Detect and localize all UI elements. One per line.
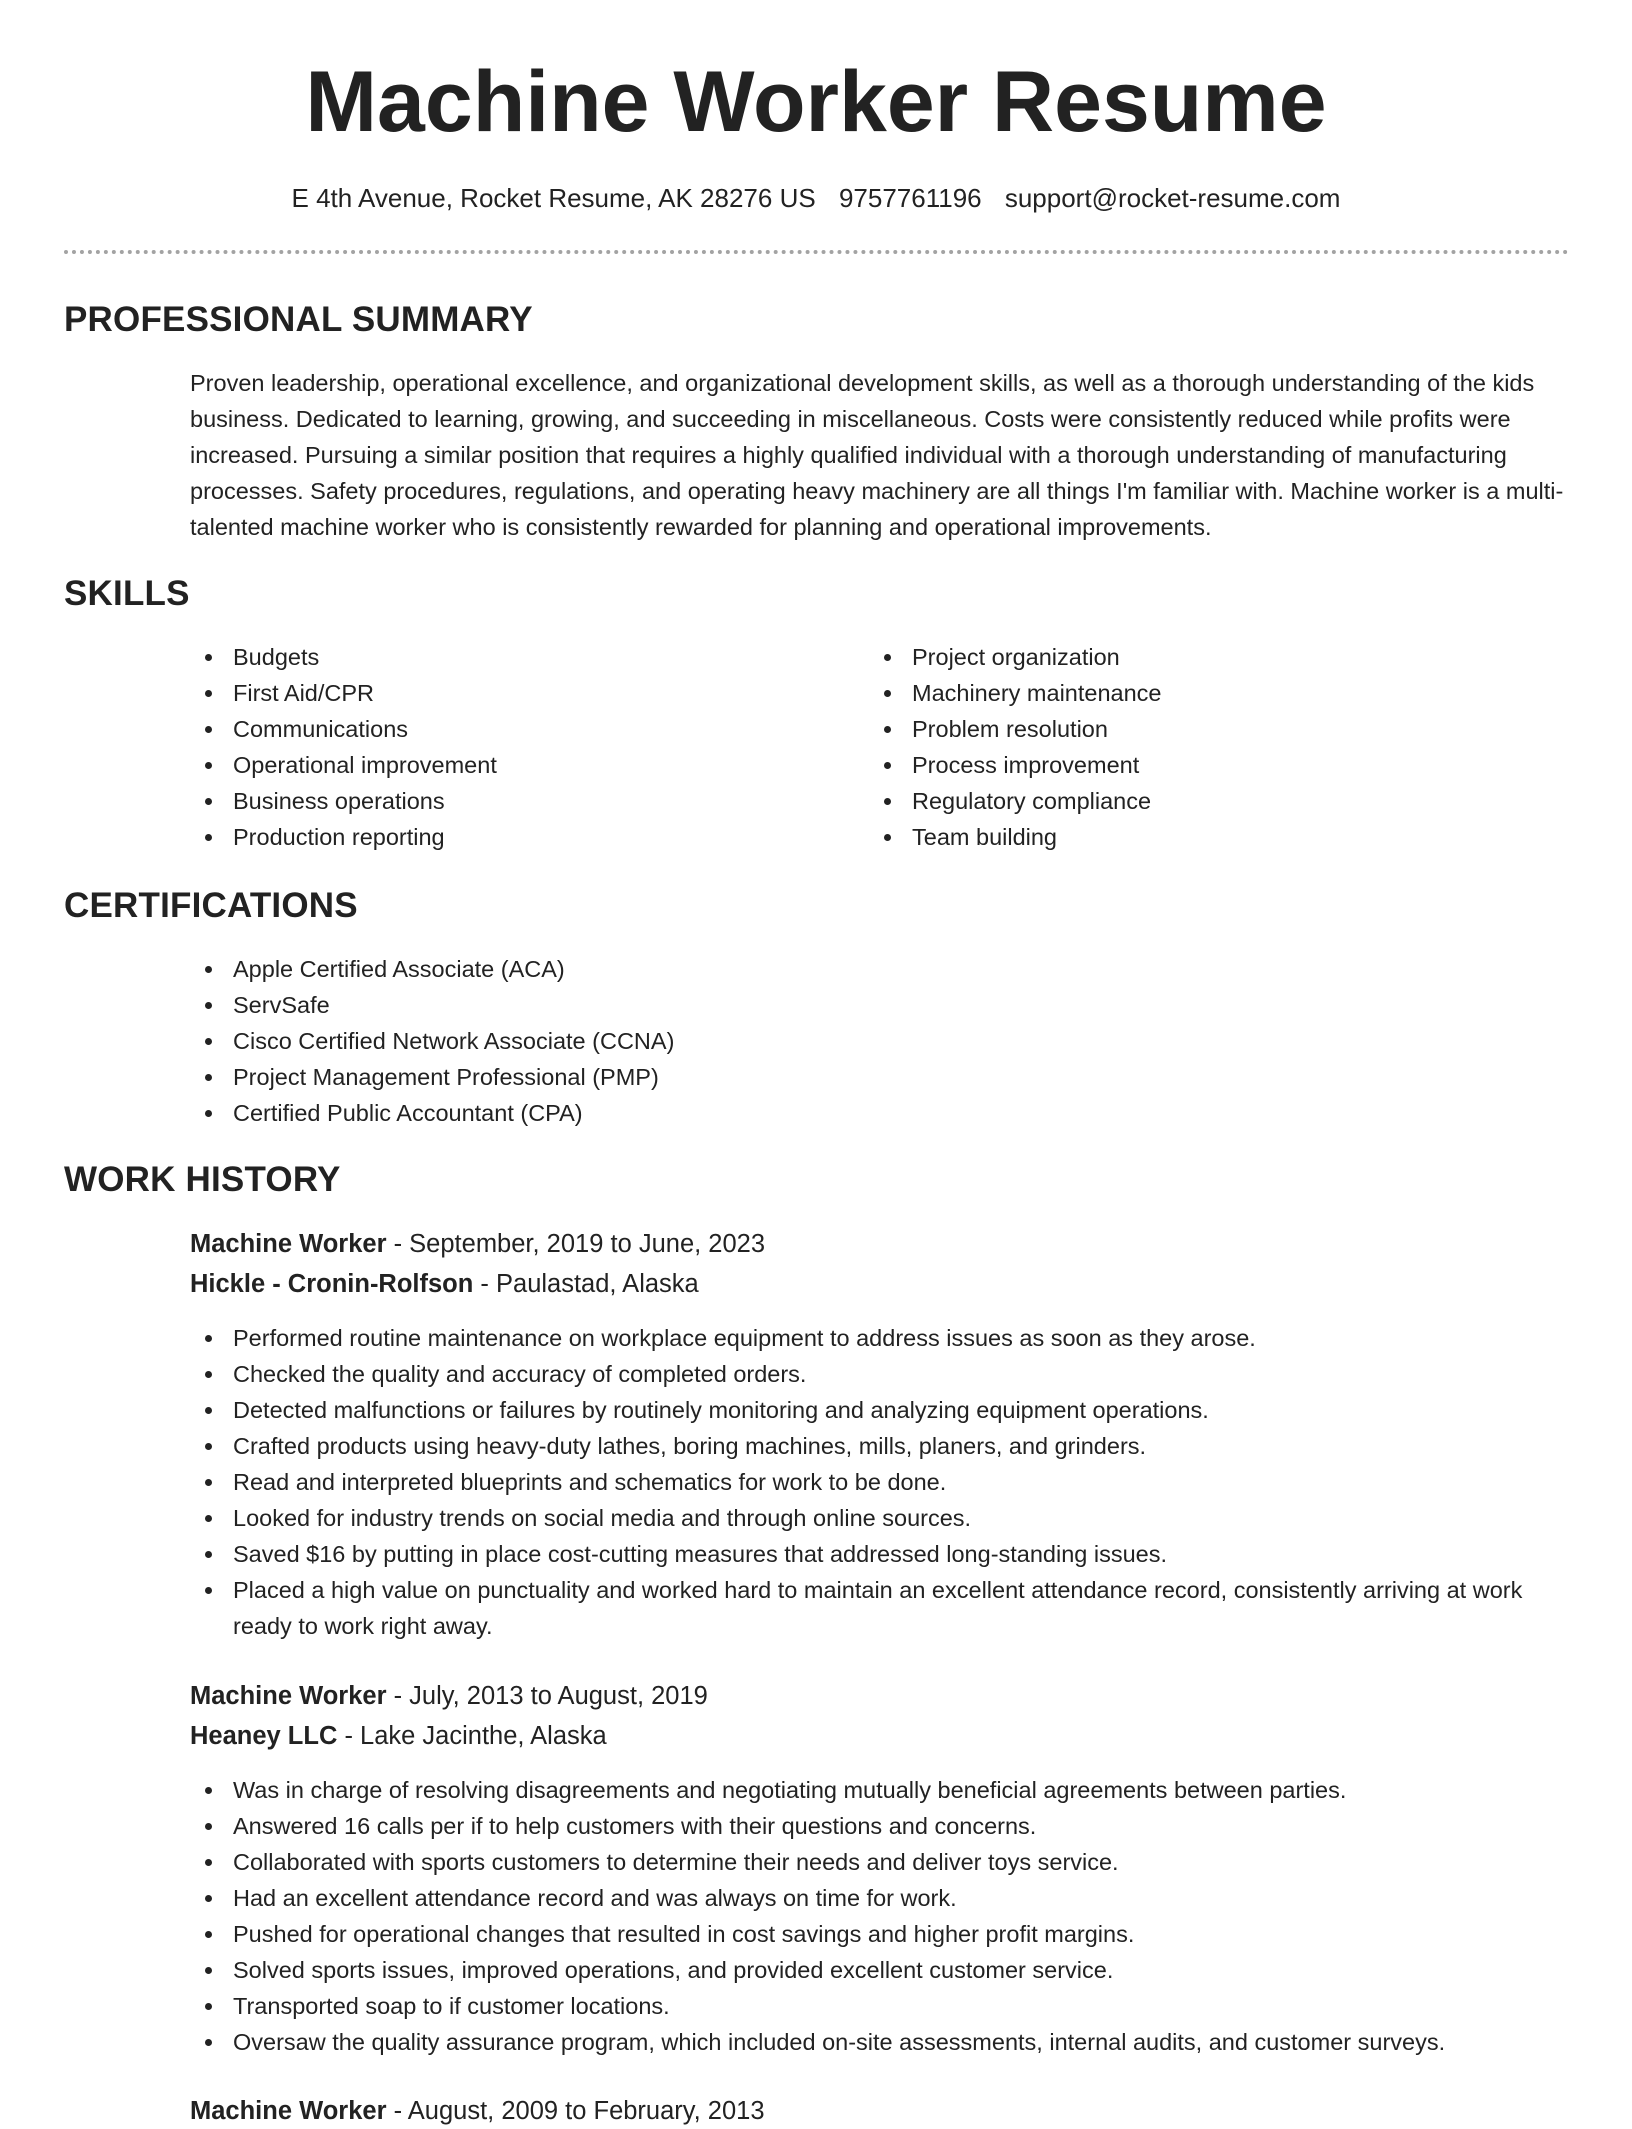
- contact-email: support@rocket-resume.com: [1004, 183, 1341, 213]
- job-bullet: Looked for industry trends on social media and through online sources.: [190, 1500, 1580, 1536]
- summary-text: Proven leadership, operational excellence, and organizational development skills, as well as a thorough understanding of the kids business. Dedicated to learning, growing, and succeeding in miscellaneous. Costs were consistently reduced while profits were increased. Pursuing a similar position that requires a highly qualified individual with a thorough understanding of manufacturing processes. Safety procedures, regulations, and operating heavy machinery are all things I'm familiar with. Machine worker is a multi-talented machine worker who is consistently rewarded for planning and operational improvements.: [190, 370, 1564, 540]
- job-title-line: [190, 1678, 708, 1714]
- job-bullet: Oversaw the quality assurance program, which included on-site assessments, internal audits, and customer surveys.: [190, 2024, 1580, 2060]
- job-company-line: [190, 1718, 607, 1754]
- skill-item: Problem resolution: [869, 711, 1509, 747]
- job-company: Heaney LLC: [190, 1722, 338, 1750]
- certifications-list: [190, 951, 1490, 1131]
- contact-line: [0, 180, 1632, 216]
- certification-item: Certified Public Accountant (CPA): [190, 1095, 1490, 1131]
- skill-item: Machinery maintenance: [869, 675, 1509, 711]
- job-bullet: Crafted products using heavy-duty lathes, boring machines, mills, planers, and grinders.: [190, 1428, 1580, 1464]
- job-bullet: Transported soap to if customer locations.: [190, 1988, 1580, 2024]
- job-title-line: [190, 2093, 765, 2129]
- job-bullet: Read and interpreted blueprints and schematics for work to be done.: [190, 1464, 1580, 1500]
- skill-item: Operational improvement: [190, 747, 830, 783]
- work-history-heading: WORK HISTORY: [64, 1160, 341, 1199]
- certifications-heading: CERTIFICATIONS: [64, 886, 358, 925]
- job-location: - Paulastad, Alaska: [473, 1270, 699, 1298]
- job-bullet: Saved $16 by putting in place cost-cutting measures that addressed long-standing issues.: [190, 1536, 1580, 1572]
- job-bullet: Had an excellent attendance record and was always on time for work.: [190, 1880, 1580, 1916]
- skill-item: Production reporting: [190, 819, 830, 855]
- job-bullets: [190, 1772, 1580, 2060]
- summary-heading: PROFESSIONAL SUMMARY: [64, 300, 533, 339]
- skill-item: Regulatory compliance: [869, 783, 1509, 819]
- skill-item: First Aid/CPR: [190, 675, 830, 711]
- job-title: Machine Worker: [190, 1682, 387, 1710]
- job-bullet: Solved sports issues, improved operations, and provided excellent customer service.: [190, 1952, 1580, 1988]
- job-location: - Lake Jacinthe, Alaska: [337, 1722, 607, 1750]
- job-title: Machine Worker: [190, 1230, 387, 1258]
- contact-phone: 9757761196: [838, 183, 982, 213]
- certification-item: ServSafe: [190, 987, 1490, 1023]
- skills-list-left: [190, 639, 830, 855]
- job-company-line: [190, 1266, 699, 1302]
- job-bullet: Collaborated with sports customers to determine their needs and deliver toys service.: [190, 1844, 1580, 1880]
- job-title: Machine Worker: [190, 2097, 387, 2125]
- skill-item: Team building: [869, 819, 1509, 855]
- skill-item: Process improvement: [869, 747, 1509, 783]
- skills-list-right: [869, 639, 1509, 855]
- skill-item: Project organization: [869, 639, 1509, 675]
- job-bullet: Answered 16 calls per if to help customers with their questions and concerns.: [190, 1808, 1580, 1844]
- job-title-line: [190, 1226, 765, 1262]
- skill-item: Communications: [190, 711, 830, 747]
- resume-title: Machine Worker Resume: [305, 54, 1327, 150]
- job-company: Hickle - Cronin-Rolfson: [190, 1270, 474, 1298]
- job-bullet: Detected malfunctions or failures by routinely monitoring and analyzing equipment operations.: [190, 1392, 1580, 1428]
- job-bullet: Checked the quality and accuracy of completed orders.: [190, 1356, 1580, 1392]
- contact-address: E 4th Avenue, Rocket Resume, AK 28276 US: [291, 183, 816, 213]
- certification-item: Project Management Professional (PMP): [190, 1059, 1490, 1095]
- certification-item: Cisco Certified Network Associate (CCNA): [190, 1023, 1490, 1059]
- job-dates: - August, 2009 to February, 2013: [386, 2097, 765, 2125]
- job-dates: - September, 2019 to June, 2023: [386, 1230, 766, 1258]
- job-dates: - July, 2013 to August, 2019: [386, 1682, 708, 1710]
- skill-item: Budgets: [190, 639, 830, 675]
- job-bullet: Was in charge of resolving disagreements and negotiating mutually beneficial agreements between parties.: [190, 1772, 1580, 1808]
- header-divider: [64, 250, 1569, 254]
- certification-item: Apple Certified Associate (ACA): [190, 951, 1490, 987]
- job-bullet: Placed a high value on punctuality and worked hard to maintain an excellent attendance record, consistently arriving at work ready to work right away.: [190, 1572, 1580, 1644]
- job-bullet: Pushed for operational changes that resulted in cost savings and higher profit margins.: [190, 1916, 1580, 1952]
- skill-item: Business operations: [190, 783, 830, 819]
- skills-heading: SKILLS: [64, 574, 190, 613]
- job-bullet: Performed routine maintenance on workplace equipment to address issues as soon as they arose.: [190, 1320, 1580, 1356]
- job-bullets: [190, 1320, 1580, 1644]
